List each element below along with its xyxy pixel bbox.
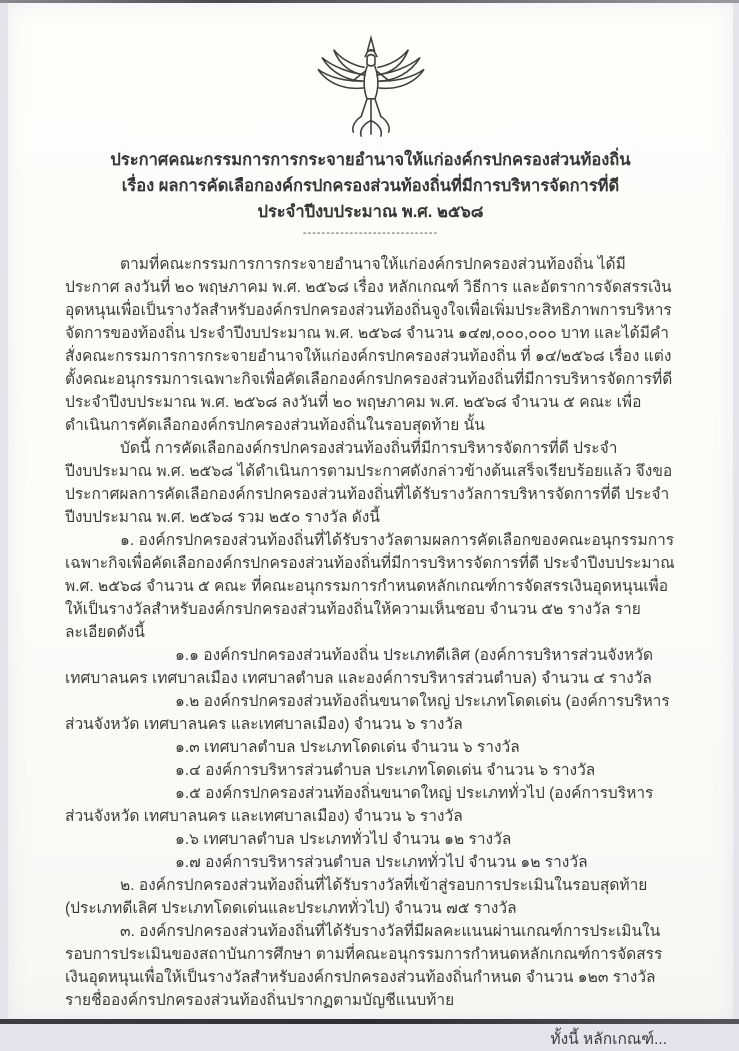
list-item-1-5: ๑.๕ องค์กรปกครองส่วนท้องถิ่นขนาดใหญ่ ประเภททั่วไป (องค์การบริหารส่วนจังหวัด เทศบาลนคร และเทศบาลเมือง) จำนวน ๖ รางวัล [65, 785, 654, 825]
scan-top-edge [0, 0, 739, 3]
paragraph-preamble: ตามที่คณะกรรมการการกระจายอำนาจให้แก่องค์กรปกครองส่วนท้องถิ่น ได้มีประกาศ ลงวันที่ ๒๐ พฤษภาคม พ.ศ. ๒๕๖๘ เรื่อง หลักเกณฑ์ วิธีการ และอัตราการจัดสรรเงินอุดหนุนเพื่อเป็นรางวัลสำหรับองค์กรปกครองส่วนท้องถิ่นจูงใจเพื่อเพิ่มประสิทธิภาพการบริหารจัดการของท้องถิ่น ประจำปีงบประมาณ พ.ศ. ๒๕๖๘ จำนวน ๑๔๗,๐๐๐,๐๐๐ บาท และได้มีคำสั่งคณะกรรมการการกระจายอำนาจให้แก่องค์กรปกครองส่วนท้องถิ่น ที่ ๑๔/๒๕๖๘ เรื่อง แต่งตั้งคณะอนุกรรมการเฉพาะกิจเพื่อคัดเลือกองค์กรปกครองส่วนท้องถิ่นที่มีการบริหารจัดการที่ดี ประจำปีงบประมาณ พ.ศ. ๒๕๖๘ ลงวันที่ ๒๐ พฤษภาคม พ.ศ. ๒๕๖๘ จำนวน ๕ คณะ เพื่อดำเนินการคัดเลือกองค์กรปกครองส่วนท้องถิ่นในรอบสุดท้าย นั้น [65, 256, 673, 434]
separator-dashes: ----------------------------- [302, 227, 439, 239]
list-item-1-4: ๑.๔ องค์การบริหารส่วนตำบล ประเภทโดดเด่น จำนวน ๖ รางวัล [175, 762, 596, 779]
document-page [8, 2, 733, 1048]
document-title [8, 147, 733, 225]
list-item-1-6: ๑.๖ เทศบาลตำบล ประเภททั่วไป จำนวน ๑๒ รางวัล [175, 831, 512, 848]
garuda-emblem-icon [312, 33, 430, 143]
attachment-note: รายชื่อองค์กรปกครองส่วนท้องถิ่นปรากฏตามบัญชีแนบท้าย [65, 992, 455, 1009]
page-continuation-note: ทั้งนี้ หลักเกณฑ์... [550, 1031, 667, 1048]
list-item-1: ๑. องค์กรปกครองส่วนท้องถิ่นที่ได้รับรางวัลตามผลการคัดเลือกของคณะอนุกรรมการเฉพาะกิจเพื่อคัดเลือกองค์กรปกครองส่วนท้องถิ่นที่มีการบริหารจัดการที่ดี ประจำปีงบประมาณ พ.ศ. ๒๕๖๘ จำนวน ๕ คณะ ที่คณะอนุกรรมการกำหนดหลักเกณฑ์การจัดสรรเงินอุดหนุนเพื่อให้เป็นรางวัลสำหรับองค์กรปกครองส่วนท้องถิ่นให้ความเห็นชอบ จำนวน ๕๒ รางวัล รายละเอียดดังนี้ [65, 532, 675, 641]
list-item-1-2: ๑.๒ องค์กรปกครองส่วนท้องถิ่นขนาดใหญ่ ประเภทโดดเด่น (องค์การบริหารส่วนจังหวัด เทศบาลนคร และเทศบาลเมือง) จำนวน ๖ รางวัล [65, 693, 670, 733]
list-item-3: ๓. องค์กรปกครองส่วนท้องถิ่นที่ได้รับรางวัลที่มีผลคะแนนผ่านเกณฑ์การประเมินในรอบการประเมินของสถาบันการศึกษา ตามที่คณะอนุกรรมการกำหนดหลักเกณฑ์การจัดสรรเงินอุดหนุนเพื่อให้เป็นรางวัลสำหรับองค์กรปกครองส่วนท้องถิ่นกำหนด จำนวน ๑๒๓ รางวัล [65, 923, 663, 986]
title-line-1: ประกาศคณะกรรมการการกระจายอำนาจให้แก่องค์กรปกครองส่วนท้องถิ่น [110, 151, 631, 169]
title-line-2: เรื่อง ผลการคัดเลือกองค์กรปกครองส่วนท้องถิ่นที่มีการบริหารจัดการที่ดี [121, 177, 620, 195]
list-item-2: ๒. องค์กรปกครองส่วนท้องถิ่นที่ได้รับรางวัลที่เข้าสู่รอบการประเมินในรอบสุดท้าย (ประเภทดีเลิศ ประเภทโดดเด่นและประเภททั่วไป) จำนวน ๗๕ รางวัล [65, 877, 648, 917]
paragraph-announcement: บัดนี้ การคัดเลือกองค์กรปกครองส่วนท้องถิ่นที่มีการบริหารจัดการที่ดี ประจำปีงบประมาณ พ.ศ. ๒๕๖๘ ได้ดำเนินการตามประกาศดังกล่าวข้างต้นเสร็จเรียบร้อยแล้ว จึงขอประกาศผลการคัดเลือกองค์กรปกครองส่วนท้องถิ่นที่ได้รับรางวัลการบริหารจัดการที่ดี ประจำปีงบประมาณ พ.ศ. ๒๕๖๘ รวม ๒๕๐ รางวัล ดังนี้ [65, 440, 673, 526]
list-item-1-3: ๑.๓ เทศบาลตำบล ประเภทโดดเด่น จำนวน ๖ รางวัล [175, 739, 520, 756]
list-item-1-1: ๑.๑ องค์กรปกครองส่วนท้องถิ่น ประเภทดีเลิศ (องค์การบริหารส่วนจังหวัด เทศบาลนคร เทศบาลเมือง เทศบาลตำบล และองค์การบริหารส่วนตำบล) จำนวน ๔ รางวัล [65, 647, 654, 687]
list-item-1-7: ๑.๗ องค์การบริหารส่วนตำบล ประเภททั่วไป จำนวน ๑๒ รางวัล [175, 854, 588, 871]
scan-bottom-edge [0, 1019, 739, 1024]
document-body [65, 253, 675, 1051]
title-line-3: ประจำปีงบประมาณ พ.ศ. ๒๕๖๘ [257, 203, 484, 221]
